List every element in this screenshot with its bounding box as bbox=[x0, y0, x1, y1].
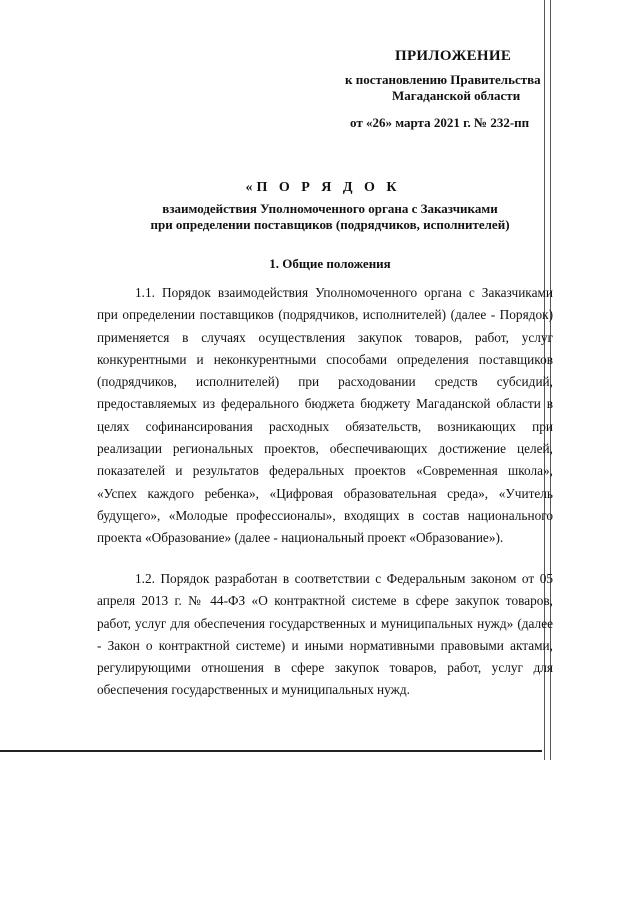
subtitle-line: при определении поставщиков (подрядчиков, исполнителей) bbox=[150, 217, 510, 232]
paragraph-1-2: 1.2. Порядок разработан в соответствии с Федеральным законом от 05 апреля 2013 г. № 44-ФЗ «О контрактной системе в сфере закупок товаров, работ, услуг для обеспечения государственных и муниципальных нужд» (далее - Закон о контрактной системе) и иными нормативными правовыми актами, регулирующими отношения в сфере закупок товаров, работ, услуг для обеспечения государственных и муниципальных нужд. bbox=[97, 571, 553, 698]
document-subtitle bbox=[100, 201, 560, 233]
subtitle-line: взаимодействия Уполномоченного органа с Заказчиками bbox=[162, 201, 498, 216]
annex-decree-line: к постановлению Правительства bbox=[345, 72, 541, 87]
paragraph-1-1: 1.1. Порядок взаимодействия Уполномоченного органа с Заказчиками при определении поставщиков (подрядчиков, исполнителей) (далее - Порядок) применяется в случаях осуществления закупок товаров, работ, услуг конкурентными и неконкурентными способами определения поставщиков (подрядчиков, исполнителей) при расходовании средств субсидий, предоставляемых из федерального бюджета бюджету Магаданской области в целях софинансирования расходных обязательств, возникающих при реализации региональных проектов, обеспечивающих достижение целей, показателей и результатов федеральных проектов «Современная школа», «Успех каждого ребенка», «Цифровая образовательная среда», «Учитель будущего», «Молодые профессионалы», входящих в состав национального проекта «Образование» (далее - национальный проект «Образование»). bbox=[97, 285, 553, 546]
annex-region-line: Магаданской области bbox=[392, 88, 521, 103]
scan-artifact-divider bbox=[0, 750, 542, 752]
annex-date-line: от «26» марта 2021 г. № 232-пп bbox=[350, 115, 530, 130]
annex-title: ПРИЛОЖЕНИЕ bbox=[395, 48, 512, 64]
section-heading: 1. Общие положения bbox=[269, 256, 391, 271]
document-title: «П О Р Я Д О К bbox=[245, 180, 401, 195]
